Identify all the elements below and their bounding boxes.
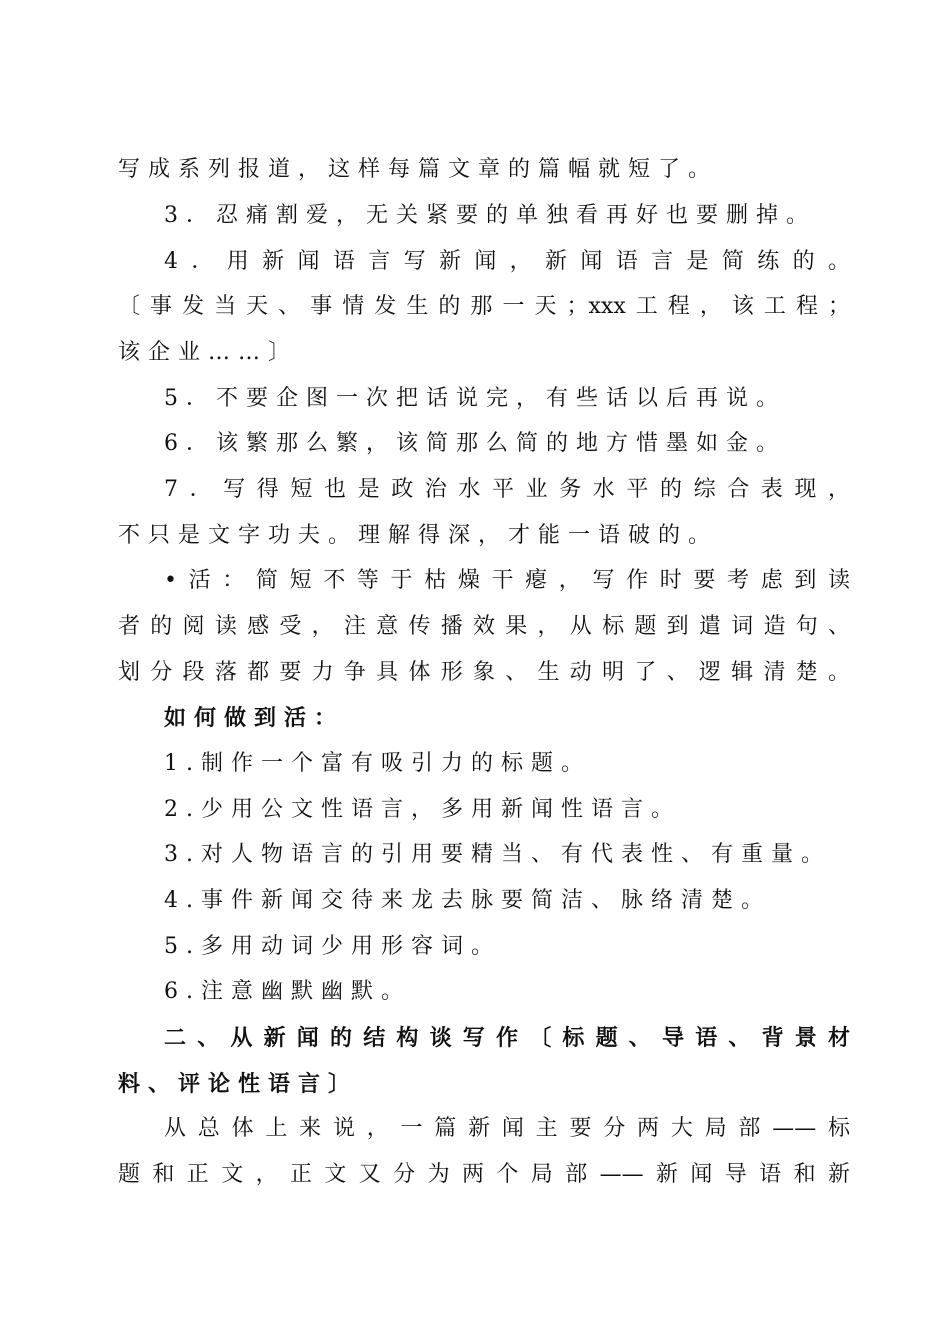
text-line: 〔事发当天、事情发生的那一天；xxx工程，该工程；	[118, 294, 850, 319]
list-item: 3．忍痛割爱，无关紧要的单独看再好也要删掉。	[164, 203, 816, 228]
list-item: 3.对人物语言的引用要精当、有代表性、有重量。	[164, 842, 831, 867]
section-heading: 二、从新闻的结构谈写作〔标题、导语、背景材	[164, 1025, 850, 1051]
text-line: 不只是文字功夫。理解得深，才能一语破的。	[118, 523, 719, 548]
list-item: 6.注意幽默幽默。	[164, 979, 411, 1004]
list-item: 7．写得短也是政治水平业务水平的综合表现，	[164, 477, 850, 502]
list-item: 5.多用动词少用形容词。	[164, 934, 501, 959]
text-line: 写成系列报道，这样每篇文章的篇幅就短了。	[118, 157, 719, 182]
subheading: 如何做到活：	[164, 705, 345, 731]
bullet-item: •活：简短不等于枯燥干瘪，写作时要考虑到读	[164, 568, 850, 593]
text-line: 从总体上来说，一篇新闻主要分两大局部——标	[164, 1116, 850, 1141]
list-item: 4.事件新闻交待来龙去脉要简洁、脉络清楚。	[164, 888, 771, 913]
section-heading: 料、评论性语言〕	[118, 1071, 359, 1097]
list-item: 1.制作一个富有吸引力的标题。	[164, 751, 591, 776]
list-item: 6．该繁那么繁，该简那么简的地方惜墨如金。	[164, 431, 786, 456]
text-line: 者的阅读感受，注意传播效果，从标题到遣词造句、	[118, 614, 850, 639]
list-item: 4．用新闻语言写新闻，新闻语言是简练的。	[164, 249, 850, 274]
text-line: 题和正文，正文又分为两个局部——新闻导语和新	[118, 1162, 850, 1187]
list-item: 5．不要企图一次把话说完，有些话以后再说。	[164, 386, 786, 411]
text-line: 划分段落都要力争具体形象、生动明了、逻辑清楚。	[118, 660, 850, 685]
text-line: 该企业……〕	[118, 340, 299, 365]
list-item: 2.少用公文性语言，多用新闻性语言。	[164, 797, 681, 822]
